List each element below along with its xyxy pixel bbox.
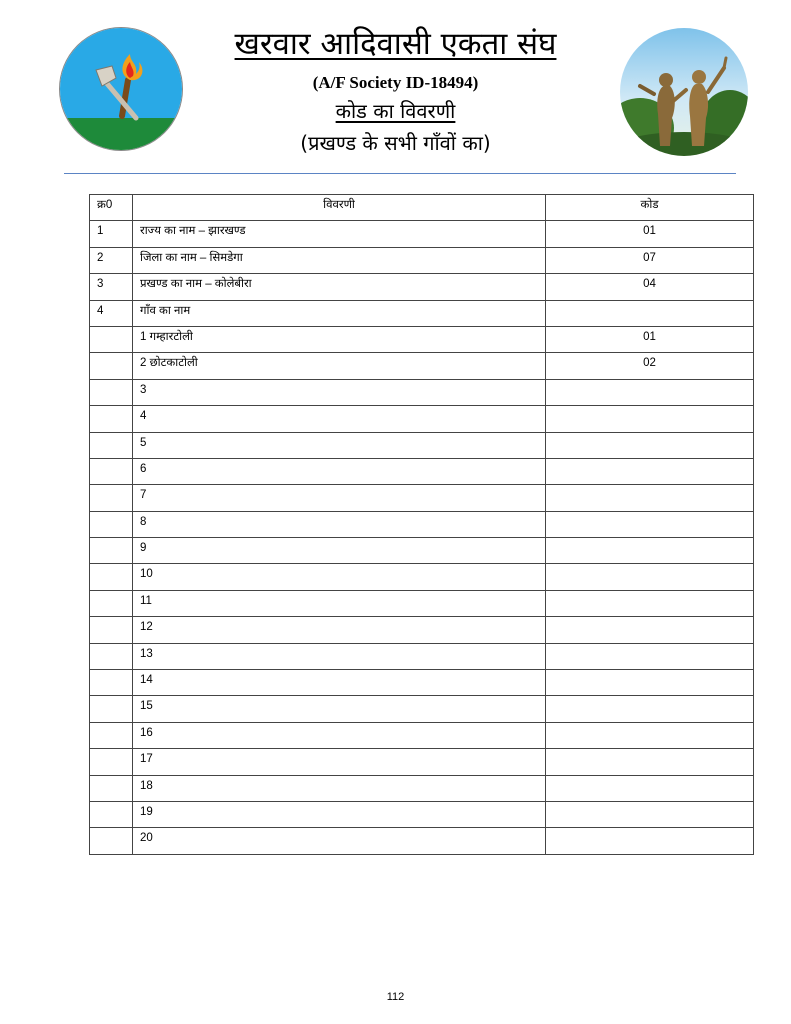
- serial-cell: 3: [90, 274, 133, 300]
- table-row: [90, 749, 754, 775]
- serial-cell: [90, 564, 133, 590]
- table-row: [90, 485, 754, 511]
- table-row: [90, 775, 754, 801]
- description-cell: 19: [133, 801, 546, 827]
- code-cell: [546, 485, 754, 511]
- description-cell: 1 गम्हारटोली: [133, 326, 546, 352]
- table-row: [90, 379, 754, 405]
- table-row: [90, 300, 754, 326]
- code-cell: [546, 432, 754, 458]
- serial-cell: 2: [90, 247, 133, 273]
- description-cell: 12: [133, 617, 546, 643]
- code-cell: [546, 538, 754, 564]
- description-cell: 5: [133, 432, 546, 458]
- code-cell: [546, 617, 754, 643]
- serial-cell: [90, 511, 133, 537]
- serial-cell: [90, 775, 133, 801]
- table-row: [90, 247, 754, 273]
- table-row: [90, 353, 754, 379]
- description-cell: 2 छोटकाटोली: [133, 353, 546, 379]
- header-divider: [64, 173, 736, 174]
- table-header-row: [90, 195, 754, 221]
- code-cell: [546, 511, 754, 537]
- description-cell: 16: [133, 722, 546, 748]
- code-cell: [546, 670, 754, 696]
- table-row: [90, 511, 754, 537]
- table-row: [90, 828, 754, 854]
- serial-cell: [90, 801, 133, 827]
- description-cell: 6: [133, 458, 546, 484]
- table-row: [90, 590, 754, 616]
- table-row: [90, 406, 754, 432]
- society-id: (A/F Society ID-18494): [312, 73, 479, 92]
- description-cell: 20: [133, 828, 546, 854]
- serial-cell: [90, 353, 133, 379]
- description-cell: 7: [133, 485, 546, 511]
- table-row: [90, 670, 754, 696]
- code-cell: [546, 379, 754, 405]
- description-cell: 18: [133, 775, 546, 801]
- serial-cell: [90, 670, 133, 696]
- code-cell: [546, 722, 754, 748]
- description-cell: 10: [133, 564, 546, 590]
- table-row: [90, 538, 754, 564]
- description-cell: 13: [133, 643, 546, 669]
- serial-cell: [90, 722, 133, 748]
- table-row: [90, 696, 754, 722]
- column-header-description: विवरणी: [133, 195, 546, 221]
- table-row: [90, 564, 754, 590]
- code-cell: [546, 749, 754, 775]
- column-header-code: कोड: [546, 195, 754, 221]
- code-cell: [546, 775, 754, 801]
- serial-cell: [90, 379, 133, 405]
- table-row: [90, 801, 754, 827]
- column-header-serial: क्र0: [90, 195, 133, 221]
- description-cell: 14: [133, 670, 546, 696]
- code-cell: [546, 643, 754, 669]
- code-cell: 02: [546, 353, 754, 379]
- serial-cell: [90, 406, 133, 432]
- table-body: [90, 221, 754, 854]
- code-list-subheading: (प्रखण्ड के सभी गाँवों का): [300, 131, 491, 155]
- code-cell: [546, 801, 754, 827]
- code-cell: [546, 828, 754, 854]
- table-row: [90, 221, 754, 247]
- table-row: [90, 326, 754, 352]
- serial-cell: [90, 828, 133, 854]
- table-row: [90, 274, 754, 300]
- code-cell: [546, 696, 754, 722]
- code-cell: 01: [546, 326, 754, 352]
- serial-cell: [90, 696, 133, 722]
- description-cell: गाँव का नाम: [133, 300, 546, 326]
- table-row: [90, 458, 754, 484]
- serial-cell: [90, 432, 133, 458]
- tribal-statues-photo-icon: [620, 28, 748, 156]
- code-cell: [546, 564, 754, 590]
- page-number: 112: [386, 991, 405, 1003]
- description-cell: 11: [133, 590, 546, 616]
- table-row: [90, 432, 754, 458]
- serial-cell: [90, 538, 133, 564]
- code-cell: 07: [546, 247, 754, 273]
- description-cell: 15: [133, 696, 546, 722]
- description-cell: 17: [133, 749, 546, 775]
- description-cell: 8: [133, 511, 546, 537]
- table-row: [90, 617, 754, 643]
- description-cell: जिला का नाम – सिमडेगा: [133, 247, 546, 273]
- description-cell: प्रखण्ड का नाम – कोलेबीरा: [133, 274, 546, 300]
- description-cell: 9: [133, 538, 546, 564]
- description-cell: 3: [133, 379, 546, 405]
- description-cell: 4: [133, 406, 546, 432]
- code-cell: 04: [546, 274, 754, 300]
- serial-cell: [90, 643, 133, 669]
- serial-cell: [90, 458, 133, 484]
- code-cell: [546, 458, 754, 484]
- serial-cell: 1: [90, 221, 133, 247]
- table-row: [90, 722, 754, 748]
- code-table: [89, 194, 754, 855]
- serial-cell: [90, 485, 133, 511]
- table-row: [90, 643, 754, 669]
- serial-cell: 4: [90, 300, 133, 326]
- serial-cell: [90, 749, 133, 775]
- code-cell: [546, 300, 754, 326]
- code-cell: [546, 406, 754, 432]
- code-cell: 01: [546, 221, 754, 247]
- serial-cell: [90, 590, 133, 616]
- description-cell: राज्य का नाम – झारखण्ड: [133, 221, 546, 247]
- serial-cell: [90, 326, 133, 352]
- serial-cell: [90, 617, 133, 643]
- code-list-heading: कोड का विवरणी: [335, 99, 456, 123]
- document-title: खरवार आदिवासी एकता संघ: [234, 26, 557, 62]
- code-cell: [546, 590, 754, 616]
